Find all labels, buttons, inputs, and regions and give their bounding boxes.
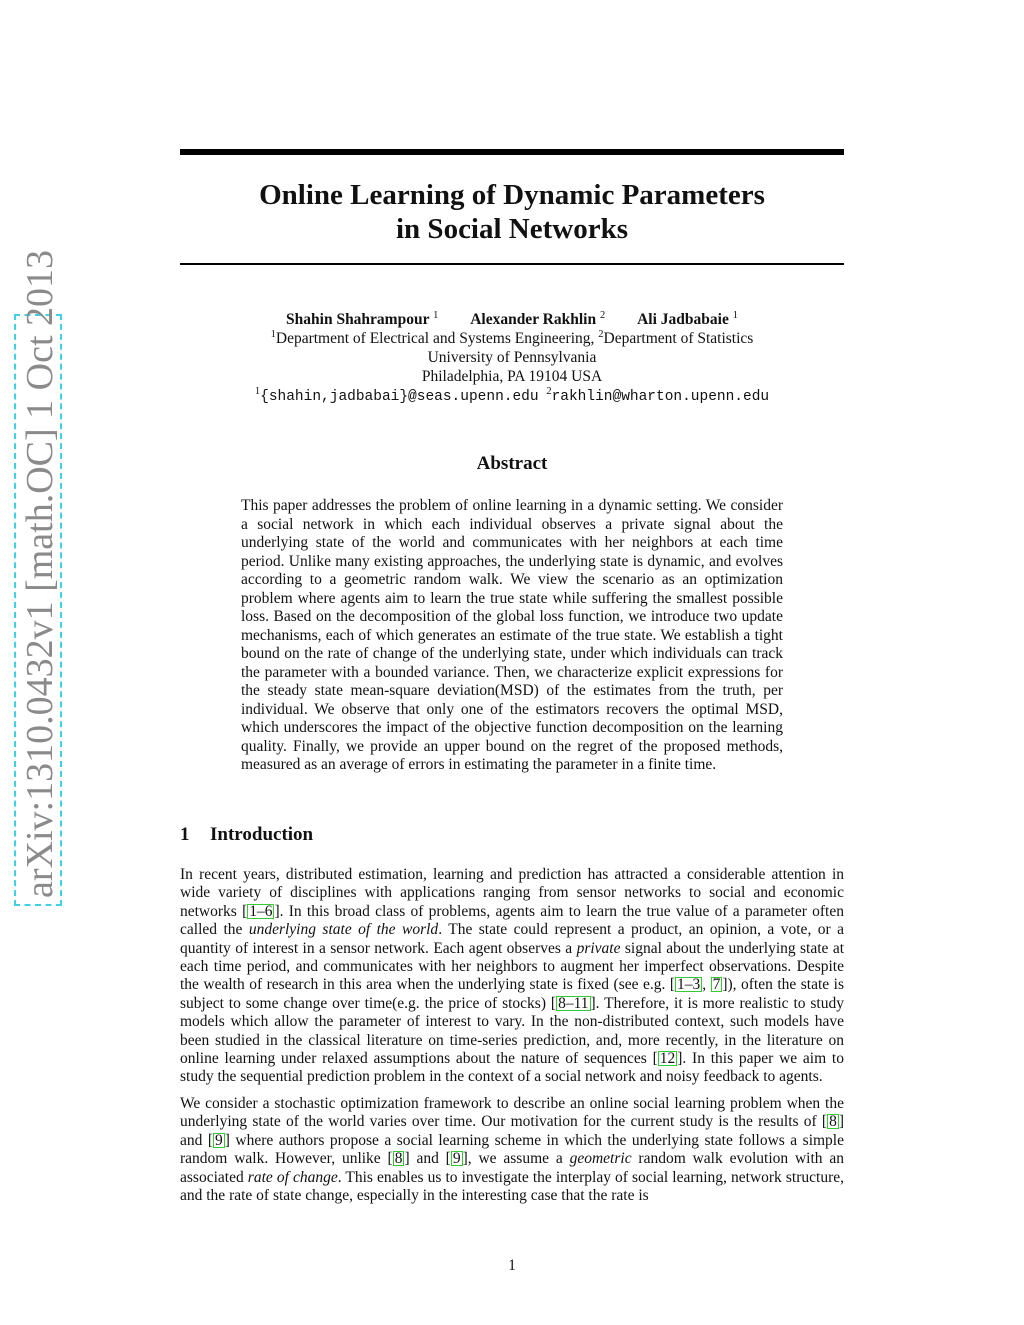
arxiv-identifier[interactable]: arXiv:1310.0432v1 [math.OC] 1 Oct 2013: [14, 314, 62, 906]
abstract-text: This paper addresses the problem of online learning in a dynamic setting. We consider a social network in which each individual observes a private signal about the underlying state of the world and communicates with her neighbors at each time period. Unlike many existing approaches, the underlying state is dynamic, and evolves according to a geometric random walk. We view the scenario as an optimization problem where agents aim to learn the true state while suffering the smallest possible loss. Based on the decomposition of the global loss function, we introduce two update mechanisms, each of which generates an estimate of the true state. We establish a tight bound on the rate of change of the underlying state, under which individuals can track the parameter with a bounded variance. Then, we characterize explicit expressions for the steady state mean-square deviation(MSD) of the estimates from the truth, per individual. We observe that only one of the estimators recovers the optimal MSD, which underscores the impact of the objective function decomposition on the learning quality. Finally, we provide an upper bound on the regret of the proposed methods, measured as an average of errors in estimating the parameter in a finite time.: [241, 497, 783, 773]
abstract-heading: Abstract: [476, 453, 548, 474]
title-bottom-rule: [180, 263, 844, 265]
introduction-body: [180, 866, 844, 1213]
citation-link[interactable]: 7: [712, 976, 721, 994]
page-number: 1: [508, 1257, 516, 1274]
citation-link[interactable]: 9: [452, 1150, 461, 1168]
author-block: [180, 310, 844, 407]
author-1: Shahin Shahrampour $^1$: [286, 310, 439, 328]
author-3: Ali Jadbabaie $^1$: [637, 310, 738, 328]
emails: $^1${shahin,jadbabai}@seas.upenn.edu $^2$rakhlin@wharton.upenn.edu: [254, 386, 770, 405]
citation-link[interactable]: 1–3: [676, 976, 701, 994]
paragraph-2: We consider a stochastic optimization framework to describe an online social learning problem when the underlying state of the world varies over time. Our motivation for the current study is the results of [ 8 ] and [ 9 ] where authors propose a social learning scheme in which the underlying state follows a simple random walk. However, unlike [ 8 ] and [ 9 ], we assume a geometric random walk evolution with an associated rate of change. This enables us to investigate the interplay of social learning, network structure, and the rate of state change, especially in the interesting case that the rate is: [180, 1094, 845, 1204]
citation-link[interactable]: 12: [659, 1050, 676, 1068]
university: University of Pennsylvania: [427, 349, 597, 366]
affiliations: $^1$Department of Electrical and Systems Engineering, $^2$Department of Statistics: [270, 329, 754, 347]
author-2: Alexander Rakhlin $^2$: [470, 310, 606, 328]
citation-link[interactable]: 1–6: [249, 902, 273, 920]
section-number: 1: [180, 824, 190, 845]
city: Philadelphia, PA 19104 USA: [421, 368, 603, 385]
citation-link[interactable]: 8: [394, 1150, 403, 1168]
paragraph-1: In recent years, distributed estimation, learning and prediction has attracted a considerable attention in wide variety of disciplines with applications ranging from sensor networks to social and economic networks [ 1–6 ]. In this broad class of problems, agents aim to learn the true value of a parameter often called the underlying state of the world. The state could represent a product, an opinion, a vote, or a quantity of interest in a sensor network. Each agent observes a private signal about the underlying state at each time period, and communicates with her neighbors to augment her imperfect observations. Despite the wealth of research in this area when the underlying state is fixed (see e.g. [ 1–3 , 7 ]), often the state is subject to some change over time(e.g. the price of stocks) [ 8–11 ]. Therefore, it is more realistic to study models which allow the parameter of interest to vary. In the non-distributed context, such models have been studied in the classical literature on time-series prediction, and, more recently, in the literature on online learning under relaxed assumptions about the nature of sequences [ 12 ]. In this paper we aim to study the sequential prediction problem in the context of a social network and noisy feedback to agents.: [180, 866, 845, 1086]
email-1[interactable]: {shahin,jadbabai}@seas.upenn.edu: [260, 389, 539, 405]
title-line-2: in Social Networks: [396, 213, 628, 245]
abstract-body: [241, 497, 783, 775]
title-top-rule: [180, 149, 844, 155]
citation-link[interactable]: 8–11: [558, 994, 589, 1012]
section-heading: [180, 824, 313, 846]
citation-link[interactable]: 8: [829, 1113, 837, 1131]
author-names: [180, 310, 844, 329]
title-line-1: Online Learning of Dynamic Parameters: [259, 179, 765, 211]
paper-title: [180, 178, 844, 246]
citation-link[interactable]: 9: [215, 1131, 223, 1149]
email-2[interactable]: rakhlin@wharton.upenn.edu: [551, 389, 770, 405]
section-title: Introduction: [210, 824, 314, 845]
